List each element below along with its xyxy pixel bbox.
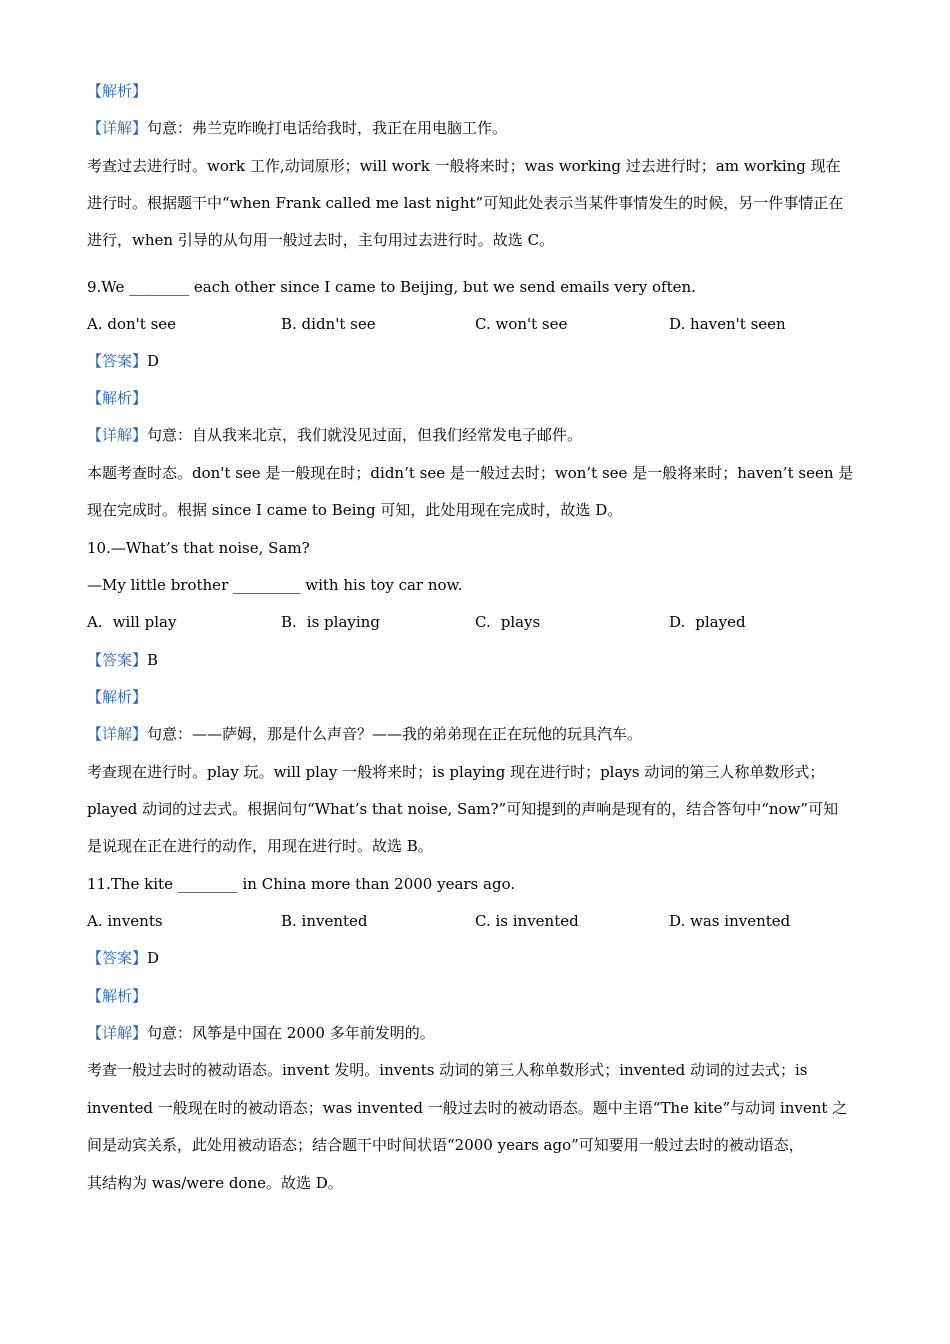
q10-detail: 【详解】句意：——萨姆，那是什么声音？——我的弟弟现在正在玩他的玩具汽车。 — [87, 725, 643, 743]
q10-explanation-line: 是说现在正在进行的动作，用现在进行时。故选 B。 — [87, 837, 433, 855]
q9-question: 9.We ________ each other since I came to Beijing, but we send emails very often. — [87, 278, 696, 296]
q10-option-b: B. is playing — [281, 613, 380, 631]
q10-option-c: C. plays — [475, 613, 541, 631]
q9-explanation-line: 本题考查时态。don't see 是一般现在时；didn’t see 是一般过去时；won’t see 是一般将来时；haven’t seen 是 — [87, 464, 854, 482]
q8-explanation-line: 进行，when 引导的从句用一般过去时，主句用过去进行时。故选 C。 — [87, 231, 555, 249]
q9-detail: 【详解】句意：自从我来北京，我们就没见过面，但我们经常发电子邮件。 — [87, 426, 583, 444]
q11-option-d: D. was invented — [669, 912, 791, 930]
q11-explanation-line: 其结构为 was/were done。故选 D。 — [87, 1174, 343, 1192]
q10-option-a: A. will play — [87, 613, 177, 631]
q9-analysis-heading: 【解析】 — [87, 389, 148, 407]
q9-option-c: C. won't see — [475, 315, 568, 333]
q10-reply: —My little brother _________ with his toy car now. — [87, 576, 463, 594]
q8-analysis-heading: 【解析】 — [87, 82, 148, 100]
q11-option-a: A. invents — [87, 912, 163, 930]
q8-explanation-line: 进行时。根据题干中“when Frank called me last night”可知此处表示当某件事情发生的时候，另一件事情正在 — [87, 194, 844, 212]
q11-detail: 【详解】句意：风筝是中国在 2000 多年前发明的。 — [87, 1024, 435, 1042]
q8-explanation-line: 考查过去进行时。work 工作,动词原形；will work 一般将来时；was working 过去进行时；am working 现在 — [87, 157, 841, 175]
q10-option-d: D. played — [669, 613, 746, 631]
q11-option-c: C. is invented — [475, 912, 579, 930]
q11-analysis-heading: 【解析】 — [87, 987, 148, 1005]
q10-analysis-heading: 【解析】 — [87, 688, 148, 706]
q9-option-a: A. don't see — [87, 315, 177, 333]
q11-answer: 【答案】D — [87, 949, 160, 967]
q11-option-b: B. invented — [281, 912, 368, 930]
q11-explanation-line: 考查一般过去时的被动语态。invent 发明。invents 动词的第三人称单数形式；invented 动词的过去式；is — [87, 1061, 808, 1079]
q11-explanation-line: 间是动宾关系，此处用被动语态；结合题干中时间状语“2000 years ago”可知要用一般过去时的被动语态， — [87, 1136, 804, 1154]
q11-explanation-line: invented 一般现在时的被动语态；was invented 一般过去时的被动语态。题中主语“The kite”与动词 invent 之 — [87, 1099, 848, 1117]
q9-option-b: B. didn't see — [281, 315, 376, 333]
q10-answer: 【答案】B — [87, 651, 159, 669]
q10-question: 10.—What’s that noise, Sam? — [87, 539, 310, 557]
q11-question: 11.The kite ________ in China more than 2000 years ago. — [87, 875, 516, 893]
q9-explanation-line: 现在完成时。根据 since I came to Being 可知，此处用现在完成时，故选 D。 — [87, 501, 623, 519]
q10-explanation-line: 考查现在进行时。play 玩。will play 一般将来时；is playing 现在进行时；plays 动词的第三人称单数形式； — [87, 763, 825, 781]
q10-explanation-line: played 动词的过去式。根据问句“What’s that noise, Sam?”可知提到的声响是现有的，结合答句中“now”可知 — [87, 800, 839, 818]
q9-answer: 【答案】D — [87, 352, 160, 370]
q9-option-d: D. haven't seen — [669, 315, 786, 333]
q8-detail: 【详解】句意：弗兰克昨晚打电话给我时，我正在用电脑工作。 — [87, 119, 508, 137]
